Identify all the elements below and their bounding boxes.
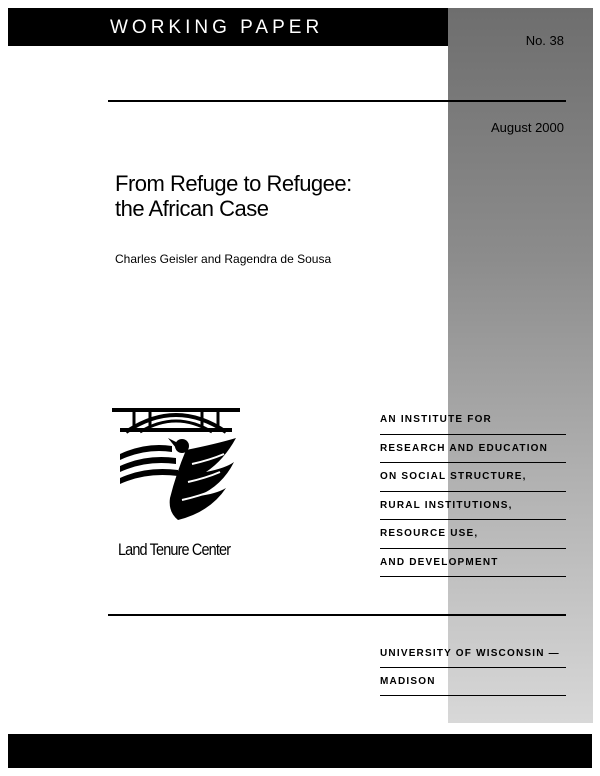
paper-title — [115, 171, 352, 221]
footer-bar — [8, 734, 592, 768]
publication-date: August 2000 — [490, 120, 564, 135]
issue-number: No. 38 — [525, 33, 564, 48]
title-line-2: the African Case — [115, 196, 269, 221]
institute-line: RESEARCH AND EDUCATION — [380, 435, 566, 464]
paper-authors: Charles Geisler and Ragendra de Sousa — [115, 252, 332, 266]
institute-line: ON SOCIAL STRUCTURE, — [380, 463, 566, 492]
university-name — [380, 640, 566, 696]
institute-line: AND DEVELOPMENT — [380, 549, 566, 578]
logo-wordmark: Land Tenure Center — [118, 540, 231, 559]
top-rule — [108, 100, 566, 102]
institute-description — [380, 406, 566, 577]
land-tenure-center-logo-icon — [106, 402, 246, 532]
institute-line: AN INSTITUTE FOR — [380, 406, 566, 435]
lower-rule — [108, 614, 566, 616]
header-bar — [8, 8, 448, 46]
university-line: UNIVERSITY OF WISCONSIN — — [380, 640, 566, 668]
institute-line: RURAL INSTITUTIONS, — [380, 492, 566, 521]
title-line-1: From Refuge to Refugee: — [115, 171, 352, 196]
university-line: MADISON — [380, 668, 566, 696]
institute-line: RESOURCE USE, — [380, 520, 566, 549]
series-label: WORKING PAPER — [110, 17, 324, 38]
